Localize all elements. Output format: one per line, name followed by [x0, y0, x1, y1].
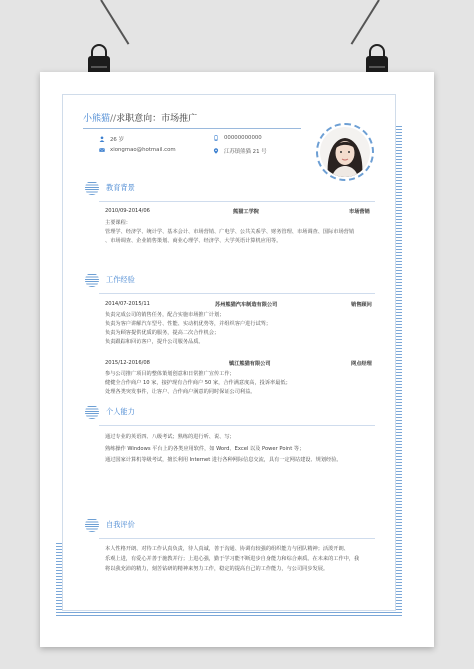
section-divider	[99, 201, 375, 202]
job-1-role: 销售顾问	[351, 302, 372, 308]
header-title	[83, 111, 197, 124]
mail-icon	[99, 147, 105, 153]
list-item: 熟练操作 Windows 平台上的各类应用软件，如 Word、Excel 以及 Power Point 等；	[105, 445, 305, 452]
hanging-string-left	[100, 0, 129, 45]
info-age: 26 岁	[99, 135, 124, 143]
candidate-name: 小熊猫	[83, 114, 111, 124]
section-education	[85, 181, 135, 195]
list-item: 参与公司推广项目的整体策划创意和日常推广宣传工作；	[105, 371, 235, 377]
education-courses: 主要课程： 管理学、经济学、统计学、基本会计、市场营销、广电学、公共关系学、财务管理、市场调查、国际市场营销 、市场调查、企业销售策划、商业心理学、经济学、大学英语计算机应用等。	[105, 220, 355, 244]
section-evaluation	[85, 518, 135, 532]
section-skills	[85, 405, 135, 419]
education-major: 市场营销	[349, 209, 370, 215]
phone-icon	[213, 135, 219, 141]
self-evaluation-text: 本人性格开朗、对待工作认真负责，待人真诚，善于沟通、协调有较强的组织能力与团队精神；活泼开朗、 乐观上进，有爱心并善于施教并行；上进心强，勤于学习能不断进步自身能力和综合素质。在未来的工作中，我 将以我充沛的精力，刻苦钻研的精神来努力工作，稳定的提高自己的工作能力，与公司同步发展。	[105, 546, 360, 572]
info-email: xiongmao@hotmail.com	[99, 147, 176, 153]
profile-photo	[316, 123, 374, 181]
job-2-company: 镇江熊猫有限公司	[229, 361, 271, 367]
section-divider	[99, 293, 375, 294]
resume-content	[62, 94, 396, 611]
resume-paper	[40, 72, 434, 647]
job-1-company: 苏州熊猫汽车制造有限公司	[215, 302, 278, 308]
job-objective: 求职意向：市场推广	[116, 114, 198, 124]
info-phone: 00000000000	[213, 135, 262, 141]
skills-list	[105, 432, 405, 467]
list-item: 负责为客户讲解汽车型号、性能、实动机优势等，并组织客户进行试驾；	[105, 321, 272, 327]
section-work	[85, 273, 135, 287]
list-item: 通过专业的英语四、八级考试；熟练的进行听、说、写；	[105, 434, 235, 440]
portrait-avatar	[320, 127, 370, 177]
location-pin-icon	[213, 148, 219, 154]
list-item: 通过国家计算机等级考试，擅长利用 Internet 进行各种网际信息交流，具有一定网站建设、规划经验。	[105, 457, 342, 463]
header-separator: //	[110, 114, 117, 124]
section-divider	[99, 425, 375, 426]
list-item: 负责跟踪和回访客户，提升公司服务品质。	[105, 339, 204, 345]
person-icon	[99, 136, 105, 142]
header-divider	[83, 128, 301, 129]
section-divider	[99, 538, 375, 539]
job-1-date: 2014/07-2015/11	[105, 301, 150, 307]
section-icon	[85, 181, 99, 195]
hanging-string-right	[351, 0, 380, 45]
job-2-duties	[105, 370, 405, 397]
education-school: 熊猫工学院	[233, 209, 259, 215]
section-title-evaluation: 自我评价	[106, 520, 135, 529]
section-title-work: 工作经验	[106, 275, 135, 284]
info-address: 江苏镇熊猫 21 号	[213, 147, 267, 155]
list-item: 负责完成公司的销售任务，配合实施市场推广计划；	[105, 312, 225, 318]
section-icon	[85, 518, 99, 532]
job-1-duties	[105, 311, 395, 347]
job-2-date: 2015/12-2016/08	[105, 360, 150, 366]
list-item: 处理各类突发事件，让客户、合作商户满意的同时保证公司利益。	[105, 389, 256, 395]
list-item: 健健全合作商户 10 家，接护现有合作商户 50 家，合作满意度高，投诉率最低；	[105, 380, 291, 386]
education-date: 2010/09-2014/06	[105, 208, 150, 214]
job-2-role: 网点经理	[351, 361, 372, 367]
section-title-skills: 个人能力	[106, 407, 135, 416]
list-item: 负责为顾客提供优质的服务，提高二次合作机会；	[105, 330, 220, 336]
section-title-education: 教育背景	[106, 183, 135, 192]
section-icon	[85, 405, 99, 419]
section-icon	[85, 273, 99, 287]
